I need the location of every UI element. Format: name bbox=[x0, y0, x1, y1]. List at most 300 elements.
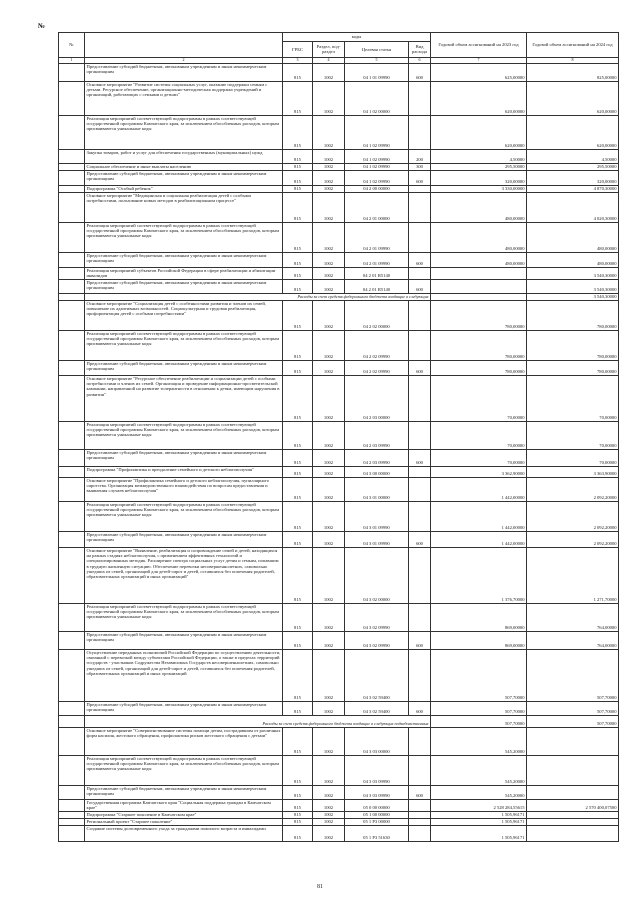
table-row bbox=[59, 279, 619, 293]
target-article-code: 04 3 03 00000 bbox=[345, 727, 409, 755]
table-row bbox=[59, 185, 619, 192]
target-article-code: 04 2 01 09990 bbox=[345, 252, 409, 267]
amount-2024: 620,00000 bbox=[527, 115, 619, 149]
expense-type-code bbox=[409, 185, 431, 192]
header-col-number: 7 bbox=[431, 57, 527, 63]
expense-type-code: 600 bbox=[409, 701, 431, 715]
target-article-code: 04 2 02 00000 bbox=[345, 300, 409, 330]
table-row bbox=[59, 603, 619, 631]
section-code: 1002 bbox=[313, 330, 345, 360]
table-row bbox=[59, 252, 619, 267]
amount-2024: 507,70000 bbox=[527, 701, 619, 715]
target-article-code: 04 3 02 09990 bbox=[345, 631, 409, 649]
amount-2023: 507,70000 bbox=[431, 649, 527, 701]
amount-2024: 320,00000 bbox=[527, 170, 619, 185]
expense-type-code bbox=[409, 477, 431, 501]
row-description: Социальное обеспечение и иные выплаты населению bbox=[85, 163, 283, 170]
amount-2023: 545,20000 bbox=[431, 755, 527, 785]
section-code: 1002 bbox=[313, 115, 345, 149]
target-article-code: 04 3 02 59400 bbox=[345, 701, 409, 715]
grbs-code: 815 bbox=[283, 603, 313, 631]
expense-type-code: 600 bbox=[409, 531, 431, 547]
row-description: Предоставление субсидий бюджетным, автономным учреждениям и иным некоммерческим организациям bbox=[85, 63, 283, 81]
row-description: Основное мероприятие "Совершенствование системы помощи детям, пострадавшим от различных форм насилия, жестокого обращения, профилактика рисков жестокого обращения с детьми" bbox=[85, 727, 283, 755]
amount-2023: 320,00000 bbox=[431, 170, 527, 185]
expense-type-code bbox=[409, 466, 431, 477]
grbs-code: 815 bbox=[283, 727, 313, 755]
section-code: 1002 bbox=[313, 547, 345, 603]
target-article-code: 04 1 02 09990 bbox=[345, 170, 409, 185]
target-article-code: 04 2 00 00000 bbox=[345, 185, 409, 192]
section-code: 1002 bbox=[313, 501, 345, 531]
target-article-code: 04 1 02 09990 bbox=[345, 149, 409, 163]
grbs-code: 815 bbox=[283, 149, 313, 163]
row-number-cell bbox=[59, 300, 85, 330]
amount-2023: 780,00000 bbox=[431, 360, 527, 375]
section-code: 1002 bbox=[313, 825, 345, 841]
section-code: 1002 bbox=[313, 222, 345, 252]
row-number-cell bbox=[59, 115, 85, 149]
grbs-code: 815 bbox=[283, 163, 313, 170]
section-code: 1002 bbox=[313, 300, 345, 330]
row-number-cell bbox=[59, 185, 85, 192]
expense-type-code bbox=[409, 222, 431, 252]
header-col-number: 3 bbox=[283, 57, 313, 63]
expense-type-code bbox=[409, 811, 431, 818]
amount-2024 bbox=[527, 727, 619, 755]
amount-2023: 545,20000 bbox=[431, 785, 527, 799]
section-code: 1002 bbox=[313, 163, 345, 170]
grbs-code: 815 bbox=[283, 531, 313, 547]
amount-2023: 1 505,96171 bbox=[431, 825, 527, 841]
target-article-code: 04 3 02 09990 bbox=[345, 603, 409, 631]
budget-allocation-table bbox=[58, 32, 619, 842]
section-code: 1002 bbox=[313, 466, 345, 477]
amount-2024: 480,00000 bbox=[527, 252, 619, 267]
section-code: 1002 bbox=[313, 631, 345, 649]
target-article-code: 04 3 02 00000 bbox=[345, 547, 409, 603]
grbs-code: 815 bbox=[283, 501, 313, 531]
amount-2024: 3 540,30000 bbox=[527, 293, 619, 300]
row-number-cell bbox=[59, 531, 85, 547]
grbs-code: 815 bbox=[283, 185, 313, 192]
section-code: 1002 bbox=[313, 375, 345, 421]
table-row bbox=[59, 222, 619, 252]
section-code: 1002 bbox=[313, 603, 345, 631]
amount-2024: 780,00000 bbox=[527, 330, 619, 360]
expense-type-code: 300 bbox=[409, 163, 431, 170]
target-article-code: 04 2 01 09990 bbox=[345, 222, 409, 252]
row-number-cell bbox=[59, 631, 85, 649]
row-description: Подпрограмма "Особый ребенок" bbox=[85, 185, 283, 192]
row-number-cell bbox=[59, 785, 85, 799]
row-number-cell bbox=[59, 252, 85, 267]
section-code: 1002 bbox=[313, 252, 345, 267]
row-number-cell bbox=[59, 818, 85, 825]
expense-type-code bbox=[409, 649, 431, 701]
amount-2023: 480,00000 bbox=[431, 252, 527, 267]
header-col-number: 6 bbox=[409, 57, 431, 63]
header-section: Раздел, под-раздел bbox=[313, 41, 345, 57]
amount-2023 bbox=[431, 279, 527, 293]
amount-2024: 620,00000 bbox=[527, 81, 619, 115]
amount-2024: 3 540,30000 bbox=[527, 279, 619, 293]
amount-2023: 507,70000 bbox=[431, 715, 527, 727]
row-number-cell bbox=[59, 547, 85, 603]
expense-type-code: 600 bbox=[409, 170, 431, 185]
grbs-code: 815 bbox=[283, 631, 313, 649]
row-number-cell bbox=[59, 603, 85, 631]
section-code: 1002 bbox=[313, 818, 345, 825]
amount-2023: 2 528 284,55615 bbox=[431, 799, 527, 811]
amount-2023: 780,00000 bbox=[431, 330, 527, 360]
target-article-code: 04 1 02 09990 bbox=[345, 163, 409, 170]
amount-2024: 764,00000 bbox=[527, 631, 619, 649]
grbs-code: 815 bbox=[283, 649, 313, 701]
table-row bbox=[59, 267, 619, 279]
row-number-cell bbox=[59, 279, 85, 293]
expense-type-code bbox=[409, 375, 431, 421]
expense-type-code bbox=[409, 818, 431, 825]
amount-2023: 1 376,70000 bbox=[431, 547, 527, 603]
amount-2024: 507,70000 bbox=[527, 715, 619, 727]
section-code: 1002 bbox=[313, 267, 345, 279]
expense-type-code: 200 bbox=[409, 149, 431, 163]
amount-2023: 1 505,96171 bbox=[431, 811, 527, 818]
header-target: Целевая статья bbox=[345, 41, 409, 57]
row-number-cell bbox=[59, 293, 85, 300]
row-number-cell bbox=[59, 466, 85, 477]
amount-2023: 480,00000 bbox=[431, 192, 527, 222]
row-description: Предоставление субсидий бюджетным, автономным учреждениям и иным некоммерческим организациям bbox=[85, 449, 283, 466]
grbs-code: 815 bbox=[283, 300, 313, 330]
row-number-cell bbox=[59, 192, 85, 222]
table-row bbox=[59, 466, 619, 477]
amount-2024: 480,00000 bbox=[527, 222, 619, 252]
row-description: Реализация мероприятий соответствующей подпрограммы в рамках соответствующей государственной программы Камчатского края, за исключением обособленных расходов, которым присваиваются уникальные коды bbox=[85, 603, 283, 631]
target-article-code: 04 3 00 00000 bbox=[345, 466, 409, 477]
amount-2024: 4 870,30000 bbox=[527, 185, 619, 192]
row-description: Основное мероприятие "Медицинская и социальная реабилитация детей с особыми потребностями, пользование новых методов в реабилитационном процессе" bbox=[85, 192, 283, 222]
expense-type-code bbox=[409, 330, 431, 360]
expense-type-code: 600 bbox=[409, 449, 431, 466]
header-col-number: 4 bbox=[313, 57, 345, 63]
amount-2024: 4,50000 bbox=[527, 149, 619, 163]
section-code: 1002 bbox=[313, 531, 345, 547]
row-description: Предоставление субсидий бюджетным, автономным учреждениям и иным некоммерческим организациям bbox=[85, 531, 283, 547]
target-article-code: 05 1 P3 00000 bbox=[345, 818, 409, 825]
amount-2023: 1 505,96171 bbox=[431, 818, 527, 825]
header-grbs: ГРБС bbox=[283, 41, 313, 57]
expense-type-code bbox=[409, 81, 431, 115]
table-row bbox=[59, 360, 619, 375]
table-row bbox=[59, 449, 619, 466]
grbs-code: 815 bbox=[283, 811, 313, 818]
grbs-code: 815 bbox=[283, 799, 313, 811]
section-code: 1002 bbox=[313, 81, 345, 115]
header-number: № bbox=[59, 33, 85, 58]
section-code: 1002 bbox=[313, 360, 345, 375]
row-description: Предоставление субсидий бюджетным, автономным учреждениям и иным некоммерческим организациям bbox=[85, 360, 283, 375]
section-code: 1002 bbox=[313, 811, 345, 818]
section-code: 1002 bbox=[313, 63, 345, 81]
row-description: Реализация мероприятий соответствующей подпрограммы в рамках соответствующей государственной программы Камчатского края, за исключением обособленных расходов, которым присваиваются уникальные коды bbox=[85, 755, 283, 785]
amount-2023: 4,50000 bbox=[431, 149, 527, 163]
amount-2024: 295,50000 bbox=[527, 163, 619, 170]
header-codes-group: коды bbox=[283, 33, 431, 42]
grbs-code: 815 bbox=[283, 449, 313, 466]
table-row bbox=[59, 755, 619, 785]
row-description: Основное мероприятие "Социализация детей с особенностями развития и членов их семей, повышение их адаптивных возможностей. Социокультурная и трудовая реабилитация, профориентация детей с особыми потребностями" bbox=[85, 300, 283, 330]
row-description: Предоставление субсидий бюджетным, автономным учреждениям и иным некоммерческим организациям bbox=[85, 785, 283, 799]
amount-2024: 70,00000 bbox=[527, 421, 619, 449]
row-description: Предоставление субсидий бюджетным, автономным учреждениям и иным некоммерческим организациям bbox=[85, 279, 283, 293]
expense-type-code bbox=[409, 115, 431, 149]
row-description: Основное мероприятие "Ресурсное обеспечение реабилитации и социализации детей с особыми потребностями и членов их семей. Организация и проведение информационно-просветительской кампании, направленной на развитие толерантности в отношении к детям, имеющим нарушения в развитии" bbox=[85, 375, 283, 421]
header-col-number: 5 bbox=[345, 57, 409, 63]
amount-2024 bbox=[527, 825, 619, 841]
target-article-code: 04 1 02 09990 bbox=[345, 115, 409, 149]
amount-2024: 2 092,20000 bbox=[527, 477, 619, 501]
federal-funds-note: Расходы за счет средств федерального бюджета входящие в следующих подведомственных bbox=[85, 715, 431, 727]
table-row bbox=[59, 115, 619, 149]
grbs-code: 815 bbox=[283, 818, 313, 825]
grbs-code: 815 bbox=[283, 330, 313, 360]
row-number-cell bbox=[59, 811, 85, 818]
expense-type-code: 600 bbox=[409, 63, 431, 81]
row-number-cell bbox=[59, 755, 85, 785]
row-description: Региональный проект "Старшее поколение" bbox=[85, 818, 283, 825]
table-row bbox=[59, 477, 619, 501]
grbs-code: 815 bbox=[283, 170, 313, 185]
header-col-number: 1 bbox=[59, 57, 85, 63]
target-article-code: 04 2 01 R5140 bbox=[345, 267, 409, 279]
row-description: Закупка товаров, работ и услуг для обеспечения государственных (муниципальных) нужд bbox=[85, 149, 283, 163]
row-description: Реализация мероприятий соответствующей подпрограммы в рамках соответствующей государственной программы Камчатского края, за исключением обособленных расходов, которым присваиваются уникальные коды bbox=[85, 330, 283, 360]
grbs-code: 815 bbox=[283, 115, 313, 149]
grbs-code: 815 bbox=[283, 825, 313, 841]
table-row bbox=[59, 811, 619, 818]
amount-2023: 1 442,00000 bbox=[431, 531, 527, 547]
amount-2024: 70,00000 bbox=[527, 449, 619, 466]
target-article-code: 04 2 03 09990 bbox=[345, 449, 409, 466]
expense-type-code bbox=[409, 300, 431, 330]
amount-2023: 869,00000 bbox=[431, 603, 527, 631]
grbs-code: 815 bbox=[283, 192, 313, 222]
row-description: Подпрограмма "Профилактика и преодоление семейного и детского неблагополучия" bbox=[85, 466, 283, 477]
grbs-code: 815 bbox=[283, 81, 313, 115]
grbs-code: 815 bbox=[283, 375, 313, 421]
amount-2023: 869,00000 bbox=[431, 631, 527, 649]
amount-2023: 3 362,90000 bbox=[431, 466, 527, 477]
row-number-cell bbox=[59, 267, 85, 279]
row-number-cell bbox=[59, 449, 85, 466]
row-number-cell bbox=[59, 163, 85, 170]
row-number-cell bbox=[59, 701, 85, 715]
header-blank bbox=[85, 33, 283, 58]
table-row bbox=[59, 825, 619, 841]
amount-2024 bbox=[527, 811, 619, 818]
table-row bbox=[59, 163, 619, 170]
table-row bbox=[59, 547, 619, 603]
section-code: 1002 bbox=[313, 170, 345, 185]
amount-2024: 70,00000 bbox=[527, 375, 619, 421]
expense-type-code: 600 bbox=[409, 631, 431, 649]
target-article-code: 04 2 01 00000 bbox=[345, 192, 409, 222]
row-number-cell bbox=[59, 799, 85, 811]
target-article-code: 04 1 01 09990 bbox=[345, 63, 409, 81]
target-article-code: 04 2 02 09990 bbox=[345, 330, 409, 360]
target-article-code: 04 3 03 09990 bbox=[345, 755, 409, 785]
expense-type-code bbox=[409, 267, 431, 279]
row-description: Подпрограмма "Старшее поколение в Камчатском крае" bbox=[85, 811, 283, 818]
amount-2023: 295,50000 bbox=[431, 163, 527, 170]
row-description: Реализация мероприятий соответствующей подпрограммы в рамках соответствующей государственной программы Камчатского края, за исключением обособленных расходов, которым присваиваются уникальные коды bbox=[85, 222, 283, 252]
amount-2024: 3 363,90000 bbox=[527, 466, 619, 477]
row-number-cell bbox=[59, 149, 85, 163]
grbs-code: 815 bbox=[283, 279, 313, 293]
expense-type-code: 600 bbox=[409, 785, 431, 799]
amount-2023: 70,00000 bbox=[431, 421, 527, 449]
row-description: Предоставление субсидий бюджетным, автономным учреждениям и иным некоммерческим организациям bbox=[85, 170, 283, 185]
table-row bbox=[59, 727, 619, 755]
amount-2023: 780,00000 bbox=[431, 300, 527, 330]
amount-2023: 1 442,00000 bbox=[431, 501, 527, 531]
grbs-code: 815 bbox=[283, 701, 313, 715]
row-number-cell bbox=[59, 360, 85, 375]
amount-2023: 620,00000 bbox=[431, 81, 527, 115]
expense-type-code bbox=[409, 192, 431, 222]
row-number-cell bbox=[59, 501, 85, 531]
table-body bbox=[59, 63, 619, 841]
row-description: Основное мероприятие "Выявление, реабилитация и сопровождение семей и детей, находящихся на разных стадиях неблагополучия, с применением эффективных технологий и специализированных методик. Расширение спектра социальных услуг детям и семьям, попавшим в трудную жизненную ситуацию. Обеспечение перевозки несовершеннолетних, самовольно ушедших из семей, организаций для детей-сирот и детей, оставшихся без попечения родителей, образовательных организаций и иных организаций" bbox=[85, 547, 283, 603]
target-article-code: 05 1 P3 51630 bbox=[345, 825, 409, 841]
section-code: 1002 bbox=[313, 755, 345, 785]
grbs-code: 815 bbox=[283, 466, 313, 477]
amount-2023: 625,00000 bbox=[431, 63, 527, 81]
row-number-cell bbox=[59, 715, 85, 727]
page-number: 81 bbox=[317, 884, 323, 890]
section-code: 1002 bbox=[313, 701, 345, 715]
table-note-row bbox=[59, 293, 619, 300]
table-row bbox=[59, 649, 619, 701]
expense-type-code bbox=[409, 825, 431, 841]
table-row bbox=[59, 81, 619, 115]
table-row bbox=[59, 501, 619, 531]
table-row bbox=[59, 375, 619, 421]
row-number-cell bbox=[59, 81, 85, 115]
row-number-cell bbox=[59, 222, 85, 252]
row-number-cell bbox=[59, 63, 85, 81]
expense-type-code bbox=[409, 547, 431, 603]
table-row bbox=[59, 63, 619, 81]
expense-type-code bbox=[409, 799, 431, 811]
amount-2024: 780,00000 bbox=[527, 360, 619, 375]
table-row bbox=[59, 799, 619, 811]
amount-2024 bbox=[527, 785, 619, 799]
amount-2023: 1 442,00000 bbox=[431, 477, 527, 501]
row-description: Основное мероприятие "Развитие системы социальных услуг, оказание поддержки семьям с детьми. Ресурсное обеспечение, организационно-методическая поддержка учреждений и организаций, работающих с семьями и детьми" bbox=[85, 81, 283, 115]
table-row bbox=[59, 631, 619, 649]
table-row bbox=[59, 785, 619, 799]
amount-2023: 545,20000 bbox=[431, 727, 527, 755]
header-volume-2023: Годовой объем ассигнований на 2023 год bbox=[431, 33, 527, 58]
section-code: 1002 bbox=[313, 279, 345, 293]
header-expense-type: Вид расхода bbox=[409, 41, 431, 57]
amount-2024: 764,00000 bbox=[527, 603, 619, 631]
expense-type-code bbox=[409, 421, 431, 449]
section-code: 1002 bbox=[313, 785, 345, 799]
row-number-cell bbox=[59, 727, 85, 755]
section-code: 1002 bbox=[313, 192, 345, 222]
section-code: 1002 bbox=[313, 449, 345, 466]
amount-2023 bbox=[431, 293, 527, 300]
row-description: Предоставление субсидий бюджетным, автономным учреждениям и иным некоммерческим организациям bbox=[85, 701, 283, 715]
header-col-number: 2 bbox=[85, 57, 283, 63]
target-article-code: 04 2 01 R5140 bbox=[345, 279, 409, 293]
expense-type-code: 600 bbox=[409, 252, 431, 267]
amount-2024: 2 570 400,07500 bbox=[527, 799, 619, 811]
header-col-number: 8 bbox=[527, 57, 619, 63]
section-code: 1002 bbox=[313, 799, 345, 811]
row-description: Основное мероприятие "Профилактика семейного и детского неблагополучия, пупиллярного сиротства. Организация межведомственного взаимодействия по вопросам предоставления и выявления случаев неблагополучия" bbox=[85, 477, 283, 501]
target-article-code: 04 2 03 00000 bbox=[345, 375, 409, 421]
table-row bbox=[59, 421, 619, 449]
target-article-code: 04 3 01 00000 bbox=[345, 477, 409, 501]
section-code: 1002 bbox=[313, 649, 345, 701]
target-article-code: 04 3 02 59400 bbox=[345, 649, 409, 701]
amount-2023: 3 330,00000 bbox=[431, 185, 527, 192]
amount-2024 bbox=[527, 818, 619, 825]
section-code: 1002 bbox=[313, 185, 345, 192]
amount-2024: 1 271,70000 bbox=[527, 547, 619, 603]
row-number-cell bbox=[59, 421, 85, 449]
amount-2023: 70,00000 bbox=[431, 449, 527, 466]
row-number-cell bbox=[59, 170, 85, 185]
section-code: 1002 bbox=[313, 477, 345, 501]
row-description: Создание системы долговременного ухода за гражданами пожилого возраста и инвалидами bbox=[85, 825, 283, 841]
row-description: Реализация мероприятий соответствующей подпрограммы в рамках соответствующей государственной программы Камчатского края, за исключением обособленных расходов, которым присваиваются уникальные коды bbox=[85, 115, 283, 149]
amount-2024: 2 092,20000 bbox=[527, 501, 619, 531]
federal-funds-note: Расходы за счет средств федерального бюджета входящие в следующих bbox=[85, 293, 431, 300]
amount-2024: 780,00000 bbox=[527, 300, 619, 330]
grbs-code: 815 bbox=[283, 360, 313, 375]
target-article-code: 04 1 02 00000 bbox=[345, 81, 409, 115]
table-row bbox=[59, 818, 619, 825]
row-description: Предоставление субсидий бюджетным, автономным учреждениям и иным некоммерческим организациям bbox=[85, 631, 283, 649]
table-row bbox=[59, 701, 619, 715]
row-number-cell bbox=[59, 825, 85, 841]
grbs-code: 815 bbox=[283, 755, 313, 785]
table-row bbox=[59, 170, 619, 185]
amount-2023: 480,00000 bbox=[431, 222, 527, 252]
amount-2023: 70,00000 bbox=[431, 375, 527, 421]
amount-2024: 2 092,20000 bbox=[527, 531, 619, 547]
header-volume-2024: Годовой объем ассигнований на 2024 год bbox=[527, 33, 619, 58]
amount-2023: 620,00000 bbox=[431, 115, 527, 149]
grbs-code: 815 bbox=[283, 477, 313, 501]
grbs-code: 815 bbox=[283, 421, 313, 449]
table-note-row bbox=[59, 715, 619, 727]
expense-type-code bbox=[409, 603, 431, 631]
expense-type-code bbox=[409, 727, 431, 755]
target-article-code: 04 3 01 09990 bbox=[345, 501, 409, 531]
corner-number-mark: № bbox=[38, 22, 46, 30]
target-article-code: 04 3 01 09990 bbox=[345, 531, 409, 547]
row-description: Осуществление переданных полномочий Российской Федерации по осуществлению деятельности, связанной с перевозкой между субъектами Российской Федерации, а также в пределах территорий государств - участников Содружества Независимых Государств несовершеннолетних, самовольно ушедших из семей, организаций для детей-сирот и детей, оставшихся без попечения родителей, образовательных организаций и иных организаций bbox=[85, 649, 283, 701]
section-code: 1002 bbox=[313, 421, 345, 449]
table-row bbox=[59, 300, 619, 330]
